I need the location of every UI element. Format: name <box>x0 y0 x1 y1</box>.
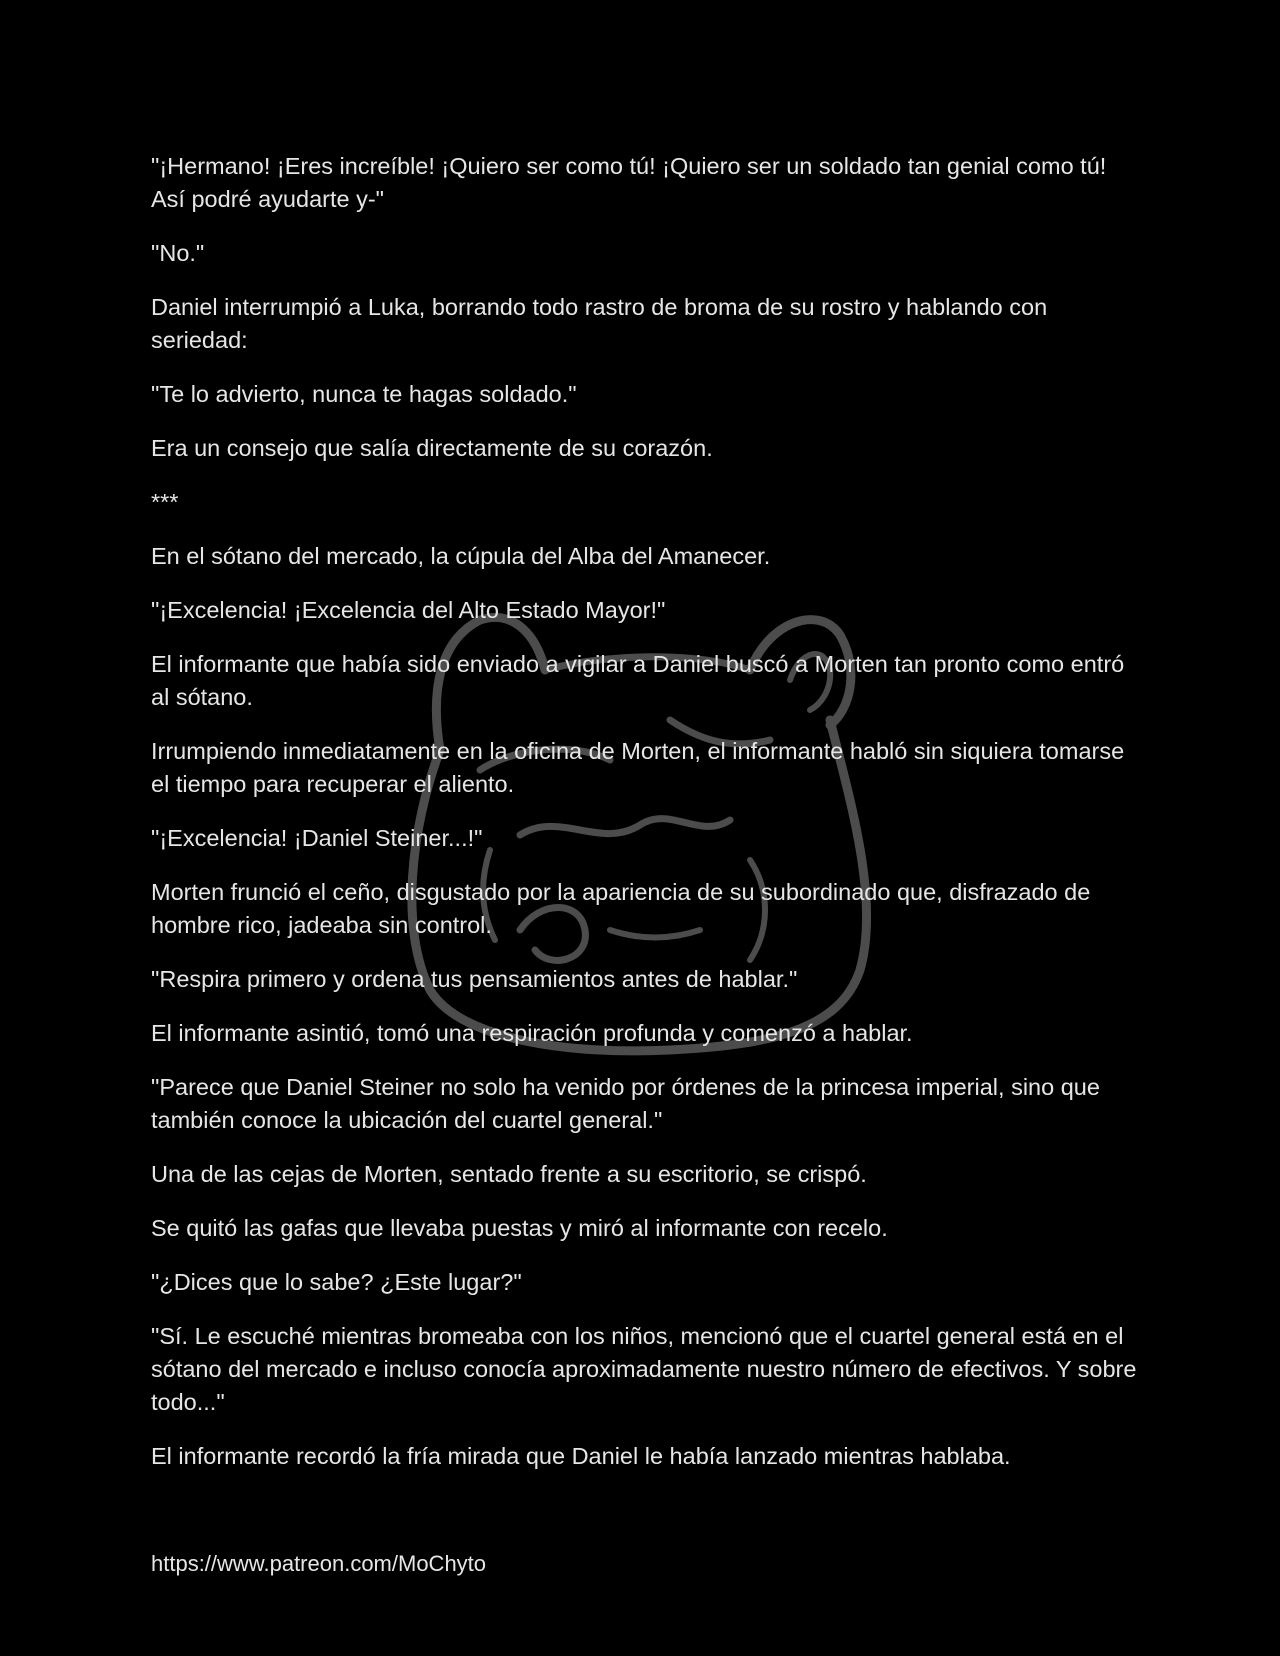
patreon-link[interactable]: https://www.patreon.com/MoChyto <box>151 1551 487 1576</box>
paragraph: En el sótano del mercado, la cúpula del Alba del Amanecer. <box>151 543 771 569</box>
paragraph: "No." <box>151 240 205 266</box>
paragraph: Se quitó las gafas que llevaba puestas y miró al informante con recelo. <box>151 1215 888 1241</box>
scene-break: *** <box>151 489 179 515</box>
paragraph: Era un consejo que salía directamente de su corazón. <box>151 435 713 461</box>
paragraph: "¿Dices que lo sabe? ¿Este lugar?" <box>151 1269 522 1295</box>
paragraph: Daniel interrumpió a Luka, borrando todo rastro de broma de su rostro y hablando con seriedad: <box>151 294 1048 353</box>
paragraph: Una de las cejas de Morten, sentado frente a su escritorio, se crispó. <box>151 1161 867 1187</box>
paragraph: "Sí. Le escuché mientras bromeaba con los niños, mencionó que el cuartel general está en el sótano del mercado e incluso conocía aproximadamente nuestro número de efectivos. Y sobre todo..." <box>151 1323 1137 1415</box>
paragraph: "¡Hermano! ¡Eres increíble! ¡Quiero ser como tú! ¡Quiero ser un soldado tan genial como tú! Así podré ayudarte y-" <box>151 153 1107 212</box>
paragraph: "Te lo advierto, nunca te hagas soldado." <box>151 381 577 407</box>
paragraph: "Respira primero y ordena tus pensamientos antes de hablar." <box>151 966 798 992</box>
paragraph: Irrumpiendo inmediatamente en la oficina de Morten, el informante habló sin siquiera tomarse el tiempo para recuperar el aliento. <box>151 738 1125 797</box>
paragraph: El informante asintió, tomó una respiración profunda y comenzó a hablar. <box>151 1020 913 1046</box>
paragraph: Morten frunció el ceño, disgustado por la apariencia de su subordinado que, disfrazado de hombre rico, jadeaba sin control. <box>151 879 1091 938</box>
paragraph: El informante recordó la fría mirada que Daniel le había lanzado mientras hablaba. <box>151 1443 1011 1469</box>
paragraph: "Parece que Daniel Steiner no solo ha venido por órdenes de la princesa imperial, sino que también conoce la ubicación del cuartel general." <box>151 1074 1100 1133</box>
paragraph: El informante que había sido enviado a vigilar a Daniel buscó a Morten tan pronto como entró al sótano. <box>151 651 1125 710</box>
paragraph: "¡Excelencia! ¡Excelencia del Alto Estado Mayor!" <box>151 597 666 623</box>
paragraph: "¡Excelencia! ¡Daniel Steiner...!" <box>151 825 483 851</box>
document-body <box>151 150 1141 1494</box>
